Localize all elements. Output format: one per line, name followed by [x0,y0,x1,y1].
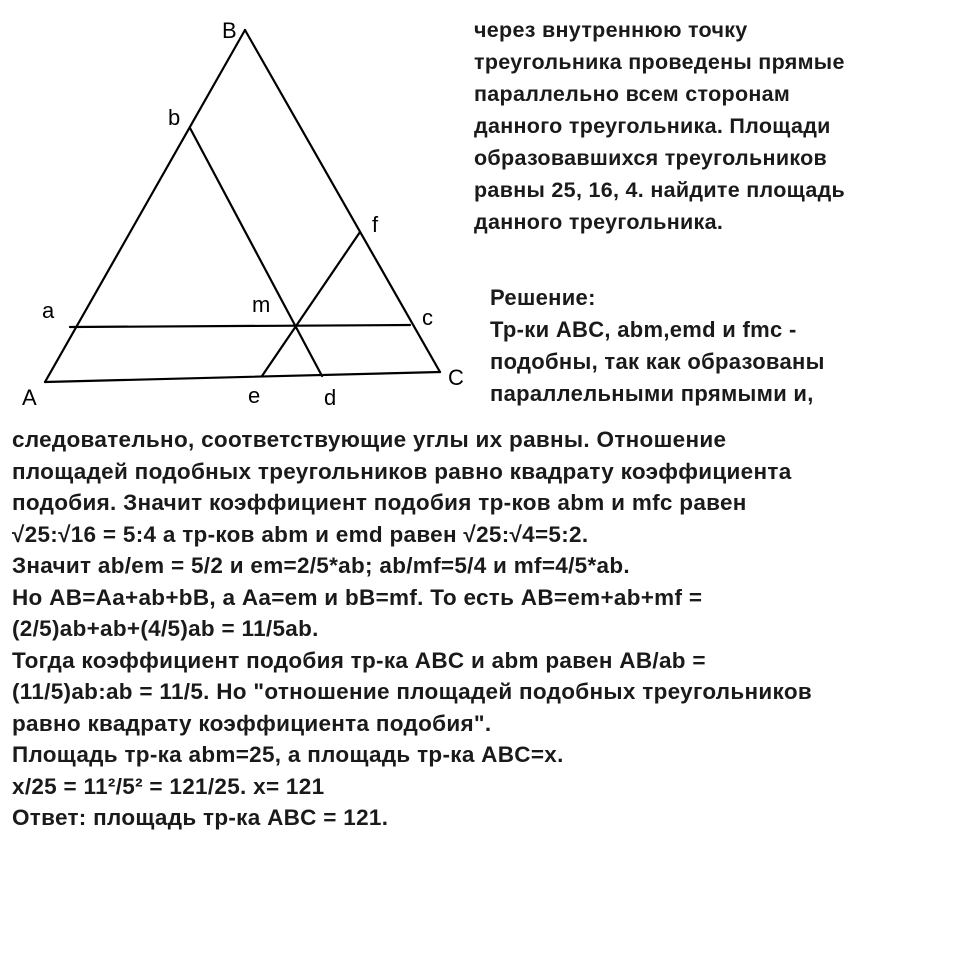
label-B: B [222,18,237,43]
label-a: a [42,298,55,323]
answer-line: Ответ: площадь тр-ка ABC = 121. [12,805,389,830]
problem-line: образовавшихся треугольников [474,146,828,170]
solution-line: (11/5)ab:ab = 11/5. Но "отношение площадей подобных треугольников [12,679,812,704]
problem-line: данного треугольника. [474,210,724,234]
solution-line: Тр-ки ABC, abm,emd и fmc - [490,317,797,342]
line-ac [70,325,410,327]
triangle-diagram [0,0,500,430]
side-AB [45,30,245,382]
label-e: e [248,383,261,408]
solution-intro [490,282,825,410]
label-m: m [252,292,271,317]
label-f: f [372,212,379,237]
problem-line: параллельно всем сторонам [474,82,791,106]
solution-line: x/25 = 11²/5² = 121/25. x= 121 [12,773,325,799]
solution-line: подобия. Значит коэффициент подобия тр-ков abm и mfc равен [12,490,747,515]
solution-body [12,424,812,834]
solution-line: следовательно, соответствующие углы их равны. Отношение [12,427,727,452]
solution-line: Площадь тр-ка abm=25, а площадь тр-ка ABC=x. [12,742,564,767]
solution-line: площадей подобных треугольников равно квадрату коэффициента [12,458,792,484]
problem-line: данного треугольника. Площади [474,114,831,138]
side-BC [245,30,440,372]
label-c: c [422,305,433,330]
solution-line: Значит ab/em = 5/2 и em=2/5*ab; ab/mf=5/4 и mf=4/5*ab. [12,553,630,578]
label-b: b [168,105,181,130]
label-A: A [22,385,37,410]
solution-line: Тогда коэффициент подобия тр-ка ABC и abm равен AB/ab = [12,647,706,673]
solution-heading: Решение: [490,285,596,310]
line-bd [190,128,322,376]
problem-line: через внутреннюю точку [474,18,748,42]
label-C: C [448,365,464,390]
problem-line: треугольника проведены прямые [474,50,845,74]
solution-line: параллельными прямыми и, [490,381,814,406]
solution-line: подобны, так как образованы [490,349,825,374]
solution-line: Но AB=Aa+ab+bB, а Aa=em и bB=mf. То есть AB=em+ab+mf = [12,584,703,610]
side-AC [45,372,440,382]
solution-line: (2/5)ab+ab+(4/5)ab = 11/5ab. [12,616,319,641]
problem-line: равны 25, 16, 4. найдите площадь [474,178,846,202]
label-d: d [324,385,337,410]
problem-statement [474,14,845,238]
solution-line: √25:√16 = 5:4 а тр-ков abm и emd равен √25:√4=5:2. [12,521,589,547]
solution-line: равно квадрату коэффициента подобия". [12,710,492,736]
